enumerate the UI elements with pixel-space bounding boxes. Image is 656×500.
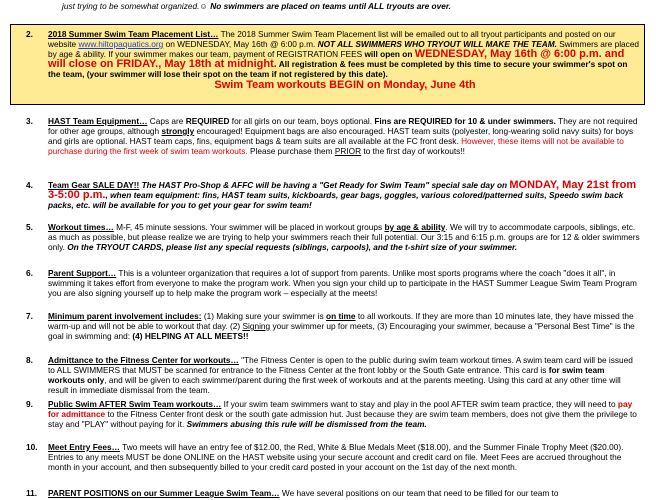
item-number: 2. (26, 29, 33, 39)
item-text: for all girls on our team, boys optional. (229, 116, 375, 126)
intro-text: just trying to be somewhat organized.☺ (62, 1, 208, 11)
item-body (48, 222, 642, 252)
item-bold: (4) HELPING AT ALL MEETS!! (132, 331, 249, 341)
item-body (48, 488, 642, 498)
item-text: to all workouts. If they are more than 10 minutes late, they have missed the warm-up and will not be able to workout that day. (2) (48, 311, 634, 331)
item-body (48, 311, 642, 341)
item-body (48, 442, 642, 472)
item-bold: All registration & fees must be completed by this time to secure your swimmer's spot on the team, (your swimmer will lose their spot on the team if not registered by this date). (48, 59, 628, 79)
item-text: We have several positions on our team that need to be filled for our team to (279, 488, 559, 498)
item-text: They are not required for other age groups, although (48, 116, 638, 136)
item-title: Public Swim AFTER Swim Team workouts… (48, 399, 222, 409)
item-body (48, 180, 642, 210)
item-title: 2018 Summer Swim Team Placement List… (48, 29, 219, 39)
item-number: 8. (26, 355, 33, 365)
item-title: Workout times… (48, 222, 114, 232)
item-title: Meet Entry Fees… (48, 442, 120, 452)
item-number: 4. (26, 180, 33, 190)
item-bold: will open on (364, 49, 415, 59)
item-number: 3. (26, 116, 33, 126)
item-text: to the first day of workouts!! (361, 146, 465, 156)
item-text: Please purchase them (247, 146, 335, 156)
item-number: 10. (26, 442, 38, 452)
sale-date: MONDAY, May 21st from 3-5:00 p.m. (48, 179, 637, 201)
item-body (48, 268, 642, 298)
item-number: 6. (26, 268, 33, 278)
item-title: PARENT POSITIONS on our Summer League Swim Team… (48, 488, 280, 498)
item-bold: REQUIRED (185, 116, 230, 126)
item-title: Minimum parent involvement includes: (48, 311, 202, 321)
item-text: Swimmers are placed by age & ability. If your swimmer makes our team, payment of REGISTRATION FEES (48, 39, 640, 59)
item-text: This is a volunteer organization that requires a lot of support from parents. Unlike most sports programs where the coach "does it all", in swimming it takes effort from everyone to make the program work. When you sign your child up to participate in the HAST Summer League Swim Team Program you are also signing yourself up to help make the program work – especially at the meets! (48, 268, 637, 298)
item-text: Caps are (147, 116, 186, 126)
item-underline-bold: by age & ability (384, 222, 446, 232)
website-link[interactable]: www.hiltopaquatics.org (78, 39, 164, 49)
item-text: , and will be given to each swimmer/parent during the first week of workouts and at the parents meeting. Using this card at any other time will result in immediate dismissal from the team. (48, 375, 621, 395)
item-bold-italic: The HAST Pro-Shop & AFFC will be having a "Get Ready for Swim Team" special sale day on (139, 180, 510, 190)
intro-bold-text: No swimmers are placed on teams until ALL tryouts are over. (210, 1, 451, 11)
item-number: 11. (26, 488, 38, 498)
item-text: (1) Making sure your swimmer is (201, 311, 327, 321)
item-title: Team Gear SALE DAY!! (48, 180, 140, 190)
item-title: HAST Team Equipment… (48, 116, 148, 126)
item-text: on WEDNESDAY, May 16th @ 6:00 p.m. (163, 39, 318, 49)
item-bold-italic: Swimmers abusing this rule will be dismissed from the team. (186, 419, 427, 429)
item-underline: PRIOR (334, 146, 362, 156)
item-body (48, 355, 642, 395)
item-underline-bold: on time (326, 311, 356, 321)
item-red-text: pay for admittance (48, 399, 633, 419)
registration-dates: WEDNESDAY, May 16th @ 6:00 p.m. and will close on FRIDAY., May 18th at midnight. (48, 48, 625, 70)
item-number: 9. (26, 399, 33, 409)
item-text: . We will try to accommodate carpools, siblings, etc. as much as possible, but please realize we are trying to help your swimmers reach their full potential. Our 3:15 and 6:15 p.m. groups are for 12 & older swimmers only. (48, 222, 640, 252)
item-text: "The Fitness Center is open to the public during swim team workout times. A swim team card will be issued to ALL SWIMMERS that MUST be scanned for entrance to the Fitness Center at the front lobby or the South Gate entrance. This card is (48, 355, 633, 375)
item-underline: Signing (242, 321, 271, 331)
item-bold-italic: , when team equipment: fins, HAST team suits, kickboards, gear bags, goggles, various colored/patterned suits, Speedo swim back packs, etc. will be available for you to get your gear for swim team! (48, 190, 624, 210)
item-underline-bold: strongly (161, 126, 195, 136)
workouts-begin-notice: Swim Team workouts BEGIN on Monday, June 4th (214, 79, 476, 91)
item-text: your swimmer up for meets, (3) Encouraging your swimmer, because a "Personal Best Time" is the goal in swimming and: (48, 321, 635, 341)
item-text: to the Fitness Center front desk or the south gate admission hut. Just because they are swim team members, does not give them the privilege to stay and "PLAY" without paying for it. (48, 409, 637, 429)
item-bold-italic: On the TRYOUT CARDS, please list any special requests (siblings, carpools), and the t-shirt size of your swimmer. (67, 242, 518, 252)
item-body (48, 29, 642, 90)
item-title: Admittance to the Fitness Center for workouts… (48, 355, 239, 365)
item-body (48, 116, 642, 156)
item-text: The 2018 Summer Swim Team Placement list will be emailed out to all tryout participants and posted on our website (48, 29, 616, 49)
intro-continuation (62, 1, 647, 11)
item-bold-italic: NOT ALL SWIMMERS WHO TRYOUT WILL MAKE THE TEAM. (317, 39, 557, 49)
item-body (48, 399, 642, 429)
item-number: 7. (26, 311, 33, 321)
item-text: Two meets will have an entry fee of $12.00, the Red, White & Blue Medals Meet ($18.00), and the Summer Finale Trophy Meet ($20.00). Entries to any meets MUST be done ONLINE on the HAST website using your secure account and credit card on file. Meet Fees are accrued throughout the month in your account, and then subsequently billed to your credit card posted in your account on the 1st day of the next month. (48, 442, 624, 472)
item-title: Parent Support… (48, 268, 117, 278)
item-text: If your swim team swimmers want to stay and play in the pool AFTER swim team practice, they will need to (221, 399, 618, 409)
item-text: encouraged! Equipment bags are also encouraged. HAST team suits (polyester, long-wearing solid navy suits) for boys and girls are optional. HAST team caps, fins, equipment bags & team suits are all available at the FC front desk. (48, 126, 634, 146)
item-red-text: However, these items will not be available to purchase during the first week of swim team workouts. (48, 136, 624, 156)
item-number: 5. (26, 222, 33, 232)
item-text: M-F, 45 minute sessions. Your swimmer will be placed in workout groups (113, 222, 385, 232)
item-bold: Fins are REQUIRED for 10 & under swimmers. (374, 116, 556, 126)
item-bold: for swim team workouts only (48, 365, 605, 385)
